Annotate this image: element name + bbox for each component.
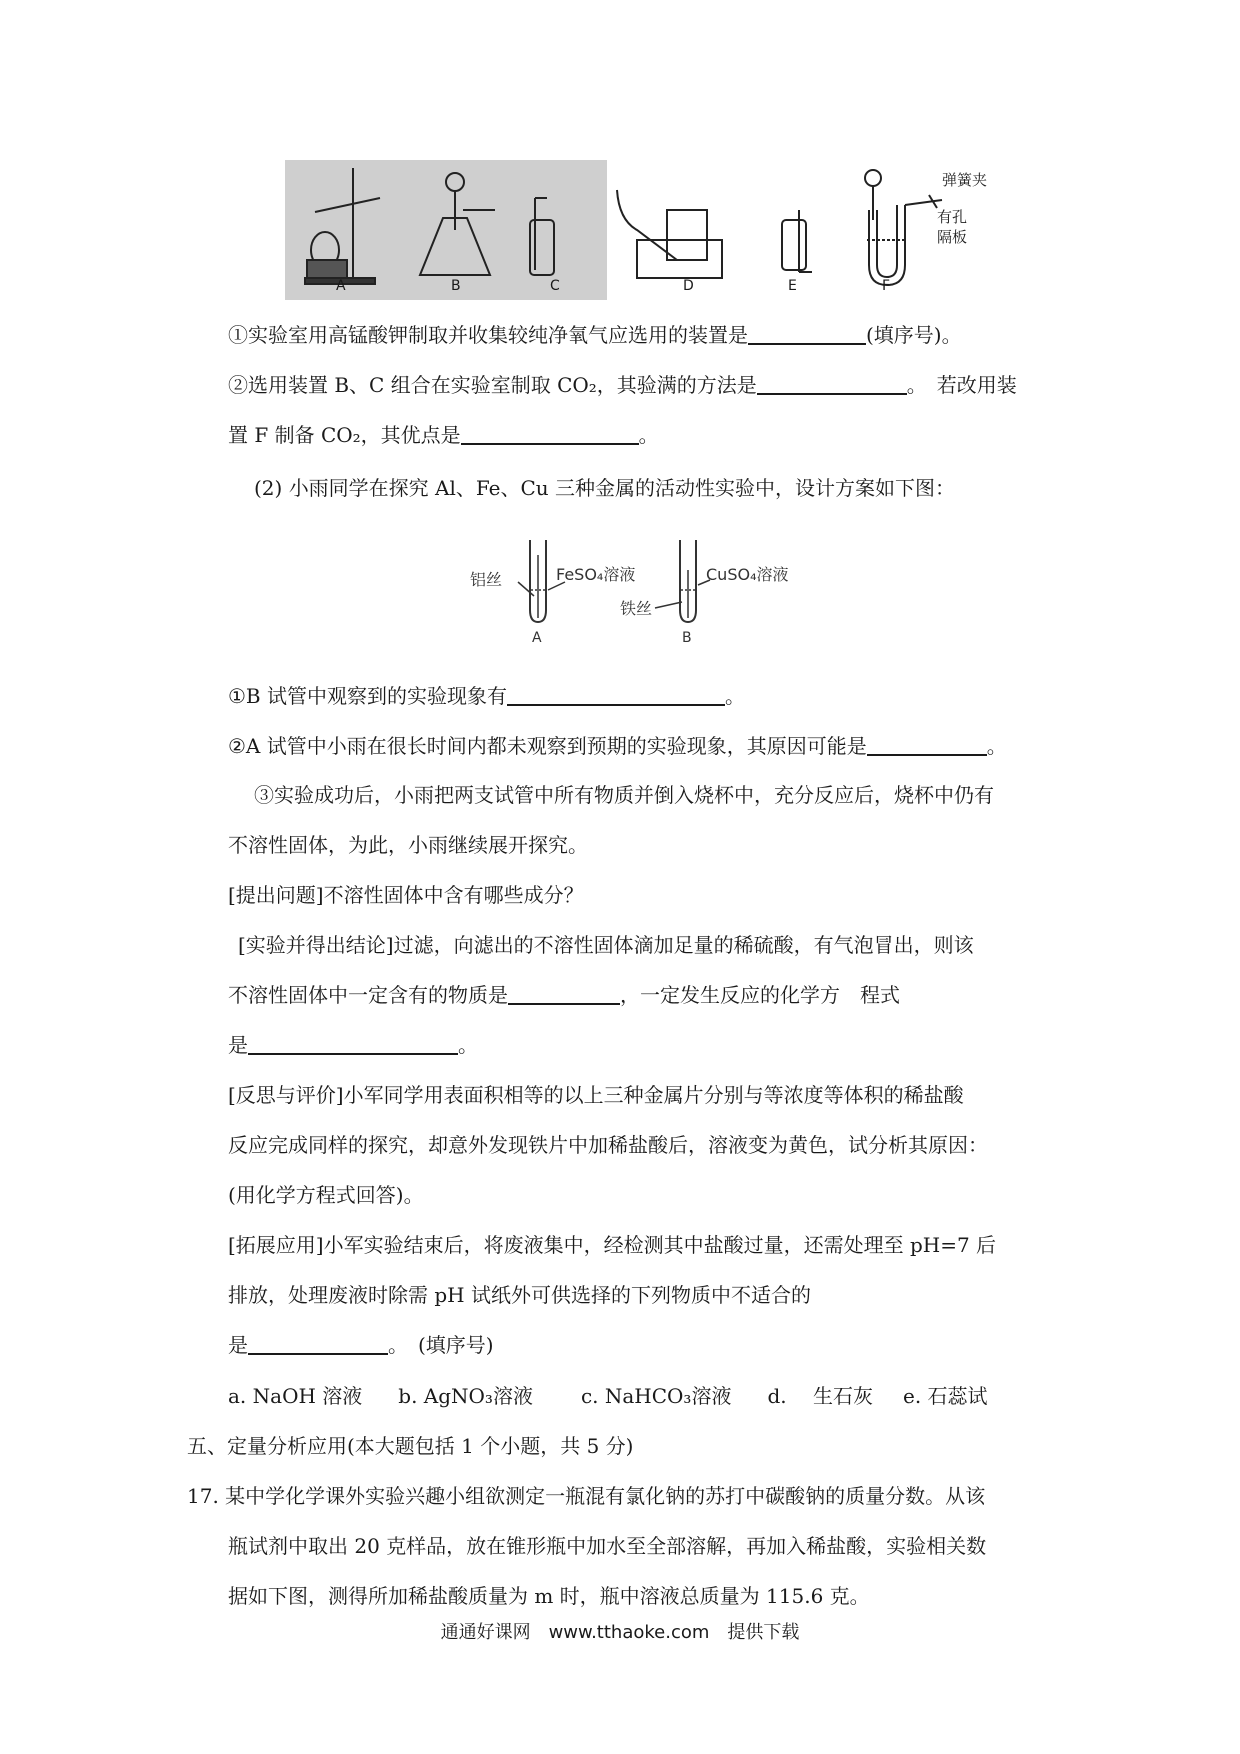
annotation-spring-clip: 弹簧夹 (942, 171, 988, 189)
q2-intro: (2) 小雨同学在探究 Al、Fe、Cu 三种金属的活动性实验中，设计方案如下图： (254, 476, 956, 500)
apparatus-label-c: C (550, 278, 560, 294)
experiment-line1: [实验并得出结论]过滤，向滤出的不溶性固体滴加足量的稀硫酸，有气泡冒出，则该 (238, 933, 974, 957)
extension-line2: 排放，处理废液时除需 pH 试纸外可供选择的下列物质中不适合的 (228, 1283, 811, 1307)
options-row (228, 1383, 988, 1409)
annotation-hole: 有孔 (937, 208, 968, 226)
q2c-line1: ③实验成功后，小雨把两支试管中所有物质并倒入烧杯中，充分反应后，烧杯中仍有 (254, 783, 994, 807)
label-iron-wire: 铁丝 (620, 599, 653, 618)
q1c-text: 置 F 制备 CO₂，其优点是 (228, 423, 461, 447)
apparatus-drawing-right (607, 160, 1007, 300)
reflect-line2: 反应完成同样的探究，却意外发现铁片中加稀盐酸后，溶液变为黄色，试分析其原因： (228, 1133, 988, 1157)
q1a-suffix: (填序号)。 (866, 323, 962, 347)
q2c-line2: 不溶性固体，为此，小雨继续展开探究。 (228, 833, 588, 857)
q2a-line (228, 683, 745, 709)
q1a-line (228, 322, 962, 348)
experiment-line3-suffix: 。 (458, 1033, 478, 1057)
experiment-line2-text: 不溶性固体中一定含有的物质是 (228, 983, 508, 1007)
extension-line3-text: 是 (228, 1333, 248, 1357)
apparatus-label-d: D (683, 278, 694, 294)
q2a-suffix: 。 (724, 684, 745, 708)
experiment-line2-suffix: ，一定发生反应的化学方 程式 (620, 983, 900, 1007)
option-d: d. 生石灰 (767, 1384, 873, 1408)
label-aluminum-wire: 铝丝 (470, 570, 503, 589)
apparatus-label-f: F (882, 278, 891, 294)
extension-line1: [拓展应用]小军实验结束后，将废液集中，经检测其中盐酸过量，还需处理至 pH=7 后 (228, 1233, 997, 1257)
option-a: a. NaOH 溶液 (228, 1384, 363, 1408)
extension-line3 (228, 1332, 494, 1358)
q1b-blank[interactable] (757, 373, 907, 395)
option-b: b. AgNO₃溶液 (398, 1384, 533, 1408)
tube-label-b: B (682, 630, 692, 646)
experiment-line3 (228, 1032, 478, 1058)
q1b-line (228, 372, 1017, 398)
q1c-blank[interactable] (461, 423, 639, 445)
q1c-line (228, 422, 659, 448)
annotation-plate: 隔板 (937, 228, 968, 246)
q17-line2: 瓶试剂中取出 20 克样品，放在锥形瓶中加水至全部溶解，再加入稀盐酸，实验相关数 (228, 1534, 987, 1558)
apparatus-label-e: E (788, 278, 797, 294)
label-cuso4: CuSO₄溶液 (706, 565, 789, 584)
tube-label-a: A (532, 630, 542, 646)
experiment-line3-text: 是 (228, 1033, 248, 1057)
extension-line3-suffix: 。 (填序号) (388, 1333, 494, 1357)
q17-line3: 据如下图，测得所加稀盐酸质量为 m 时，瓶中溶液总质量为 115.6 克。 (228, 1584, 870, 1608)
ask-question: [提出问题]不溶性固体中含有哪些成分？ (228, 883, 584, 907)
apparatus-label-b: B (451, 278, 461, 294)
q2b-text: ②A 试管中小雨在很长时间内都未观察到预期的实验现象，其原因可能是 (228, 734, 867, 758)
q2b-line (228, 733, 1007, 759)
extension-answer-blank[interactable] (248, 1333, 388, 1355)
q1c-suffix: 。 (638, 423, 659, 447)
option-e: e. 石蕊试 (902, 1384, 988, 1408)
q1b-suffix: 。 若改用装 (906, 373, 1017, 397)
option-c: c. NaHCO₃溶液 (580, 1384, 732, 1408)
reflect-line3: (用化学方程式回答)。 (228, 1183, 424, 1207)
q1a-blank[interactable] (748, 323, 866, 345)
q2a-blank[interactable] (507, 684, 725, 706)
q2b-blank[interactable] (867, 734, 987, 756)
page-footer: 通通好课网 www.tthaoke.com 提供下载 (440, 1622, 800, 1643)
q2b-suffix: 。 (986, 734, 1007, 758)
test-tube-figure (470, 530, 830, 650)
section-five-heading: 五、定量分析应用(本大题包括 1 个小题，共 5 分) (187, 1434, 634, 1458)
experiment-equation-blank[interactable] (248, 1033, 458, 1055)
q17-line1: 17. 某中学化学课外实验兴趣小组欲测定一瓶混有氯化钠的苏打中碳酸钠的质量分数。从该 (187, 1484, 986, 1508)
q1b-text: ②选用装置 B、C 组合在实验室制取 CO₂，其验满的方法是 (228, 373, 757, 397)
q2a-text: ①B 试管中观察到的实验现象有 (228, 684, 507, 708)
label-feso4: FeSO₄溶液 (556, 565, 636, 584)
apparatus-label-a: A (336, 278, 346, 294)
q1a-text: ①实验室用高锰酸钾制取并收集较纯净氧气应选用的装置是 (228, 323, 748, 347)
experiment-substance-blank[interactable] (508, 983, 620, 1005)
apparatus-figure-right (607, 160, 1007, 300)
reflect-line1: [反思与评价]小军同学用表面积相等的以上三种金属片分别与等浓度等体积的稀盐酸 (228, 1083, 964, 1107)
experiment-line2 (228, 982, 900, 1008)
